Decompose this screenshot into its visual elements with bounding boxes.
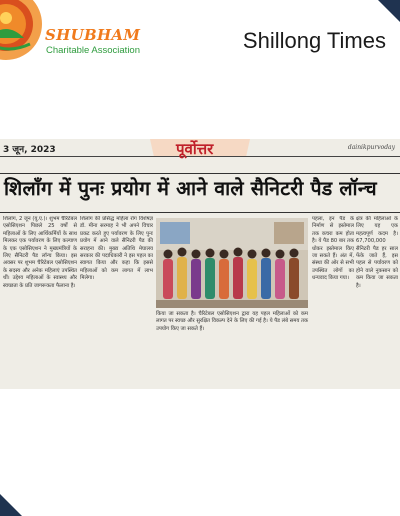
article-column-4: पहला, इन पैड के निर्माण से इस्तेमाल तक कचरा कम होता है। ये पैड 80 बार तक धोकर इस्तेमाल किए जा सकते हैं। अंत में, संस्था की ओर से सभी उपस्थित लोगों का धन्यवाद किया गया।: [312, 216, 354, 282]
section-title: पूर्वोत्तर: [176, 140, 214, 158]
article-column-5: क्षेत्र की महिलाओं के लिए यह एक महत्वपूर्ण कदम है। 67,700,000 सैनिटरी पैड हर साल फेंके जाते हैं, इस पहल से पर्यावरण को होने वाले नुकसान को कम किया जा सकता है।: [356, 216, 398, 289]
corner-decoration-top-right: [378, 0, 400, 22]
brand-subtitle: Charitable Association: [46, 45, 140, 56]
clipping-date: 3 जून, 2023: [3, 145, 56, 155]
headline: शिलॉंग में पुनः प्रयोग में आने वाले सैनिटरी पैड लॉन्च: [4, 177, 377, 200]
photo-caption: किया जा सकता है। चैरिटेबल एसोसिएशन द्वारा यह पहल महिलाओं को कम लागत पर स्वच्छ और सुरक्षित विकल्प देने के लिए की गई है। ये पैड लंबे समय तक उपयोग किए जा सकते हैं।: [156, 311, 308, 332]
divider: [0, 173, 400, 174]
newspaper-clipping: [0, 139, 400, 389]
corner-decoration-bottom-left: [0, 494, 22, 516]
clipping-site-label: dainikpurvoday: [347, 144, 395, 151]
article-column-2: शिलांग की प्रसिद्ध महिला रोग विशेषज्ञ डॉ. मीना सरमाह ने भी अपने विचार प्रकट करते हुए पर्यावरण के लिए पुनः प्रयोग में आने वाले सैनिटरी पैड की सराहना की। मुख्य अतिथि मेघालय सरकार की पदाधिकारी ने इस पहल का स्वागत किया और कहा कि इससे महिलाओं को कम लागत में लाभ मिलेगा।: [80, 216, 153, 282]
group-photo: [156, 218, 308, 308]
divider: [0, 212, 400, 213]
shubham-logo: [0, 0, 44, 60]
article-column-1: शिलांग, 2 जून (यू.ए.)। शुभम चैरिटेबल एसोसिएशन पिछले 25 वर्षों से महिलाओं के लिए आर्थिकर्मियों के साथ मिलकर एक पर्यावरण के लिए कल्याण के एक एसोसिएशन ने मुख्यमंत्रियों के लिए सैनिटरी पैड लॉन्च किया। इस अवसर पर शुभम चैरिटेबल एसोसिएशन के सदस्य और अनेक महिलाएं उपस्थित थीं। उद्देश्य महिलाओं के स्वास्थ्य और स्वच्छता के प्रति जागरूकता फैलाना है।: [3, 216, 77, 289]
publication-name: Shillong Times: [242, 28, 386, 53]
brand-name: SHUBHAM: [45, 26, 141, 44]
